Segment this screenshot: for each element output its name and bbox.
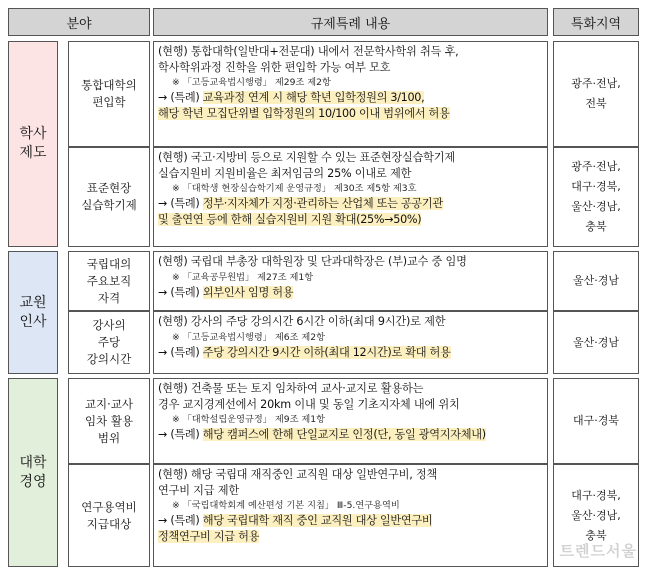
law-reference: ※ 「대학설립운영규정」 제9조 제1항 (172, 414, 326, 425)
sub-label: 강사의 주당 강의시간 (68, 311, 150, 374)
special-text: 해당 국립대학 재직 중인 교직원 대상 일반연구비 정책연구비 지급 허용 (158, 514, 433, 543)
content-cell (153, 378, 548, 464)
special-rule (158, 345, 543, 361)
group-label-academic: 학사 제도 (8, 41, 58, 247)
header-field: 분야 (8, 8, 150, 36)
sub-label: 표준현장 실습학기제 (68, 147, 150, 247)
special-prefix: → (특례) (158, 514, 203, 527)
group-label-management: 대학 경영 (8, 378, 58, 567)
special-rule (158, 513, 543, 544)
region-cell: 울산·경남 (553, 311, 639, 374)
sub-label: 국립대의 주요보직 자격 (68, 251, 150, 311)
content-cell (153, 251, 548, 311)
special-text: 주당 강의시간 9시간 이하(최대 12시간)로 확대 허용 (202, 345, 451, 359)
current-rule: (현행) 강사의 주당 강의시간 6시간 이하(최대 9시간)로 제한 (158, 315, 446, 328)
special-prefix: → (특례) (158, 428, 203, 441)
current-rule: (현행) 통합대학(일반대+전문대) 내에서 전문학사학위 취득 후, 학사학위과정 진학을 위한 편입학 가능 여부 모호 (158, 45, 459, 74)
law-reference: ※ 「국립대학회계 예산편성 기본 지침」 Ⅲ-5.연구용역비 (172, 500, 400, 511)
header-region: 특화지역 (553, 8, 639, 36)
region-cell: 울산·경남 (553, 251, 639, 311)
special-prefix: → (특례) (158, 345, 203, 359)
current-rule: (현행) 국고·지방비 등으로 지원할 수 있는 표준현장실습학기제 실습지원비 지원비율은 최저임금의 25% 이내로 제한 (158, 151, 456, 180)
region-cell: 광주·전남, 대구·경북, 울산·경남, 충북 (553, 147, 639, 247)
special-text: 해당 캠퍼스에 한해 단일교지로 인정(단, 동일 광역지자체내) (202, 428, 486, 441)
sub-label: 통합대학의 편입학 (68, 41, 150, 147)
sub-label: 교지·교사 임차 활용 범위 (68, 378, 150, 464)
watermark: 트렌드서울 (559, 542, 637, 560)
region-cell: 대구·경북, 울산·경남, 충북 (553, 464, 639, 567)
special-rule (158, 90, 543, 121)
law-reference: ※ 「교육공무원법」 제27조 제1항 (172, 271, 314, 283)
special-rule (158, 196, 543, 227)
current-rule: (현행) 해당 국립대 재직중인 교직원 대상 일반연구비, 정책 연구비 지급 제한 (158, 468, 438, 497)
content-cell (153, 311, 548, 374)
current-rule: (현행) 건축물 또는 토지 임차하여 교사·교지로 활용하는 경우 교지경계선에서 20km 이내 및 동일 기초지자체 내에 위치 (158, 382, 460, 411)
law-reference: ※ 「고등교육법시행령」 제6조 제2항 (172, 331, 326, 343)
header-content: 규제특례 내용 (153, 8, 548, 36)
special-text: 외부인사 임명 허용 (202, 285, 294, 299)
region-cell: 광주·전남, 전북 (553, 41, 639, 147)
law-reference: ※ 「대학생 현장실습학기제 운영규정」 제30조 제5항 제3호 (172, 183, 417, 194)
law-reference: ※ 「고등교육법시행령」 제29조 제2항 (172, 77, 331, 88)
special-rule (158, 285, 543, 301)
content-cell (153, 147, 548, 247)
sub-label: 연구용역비 지급대상 (68, 464, 150, 567)
content-cell (153, 41, 548, 147)
special-rule (158, 427, 543, 443)
special-prefix: → (특례) (158, 91, 203, 104)
special-text: 교육과정 연계 시 해당 학년 입학정원의 3/100, 해당 학년 모집단위별 입학정원의 10/100 이내 범위에서 허용 (158, 91, 450, 120)
region-cell: 대구·경북 (553, 378, 639, 464)
special-prefix: → (특례) (158, 285, 203, 299)
content-cell (153, 464, 548, 567)
special-text: 정부·지자체가 지정·관리하는 산업체 또는 공공기관 및 출연연 등에 한해 실습지원비 지원 확대(25%→50%) (158, 197, 443, 226)
current-rule: (현행) 국립대 부총장 대학원장 및 단과대학장은 (부)교수 중 임명 (158, 255, 467, 268)
special-prefix: → (특례) (158, 197, 203, 210)
regulation-table (8, 8, 639, 567)
group-label-faculty: 교원 인사 (8, 251, 58, 374)
